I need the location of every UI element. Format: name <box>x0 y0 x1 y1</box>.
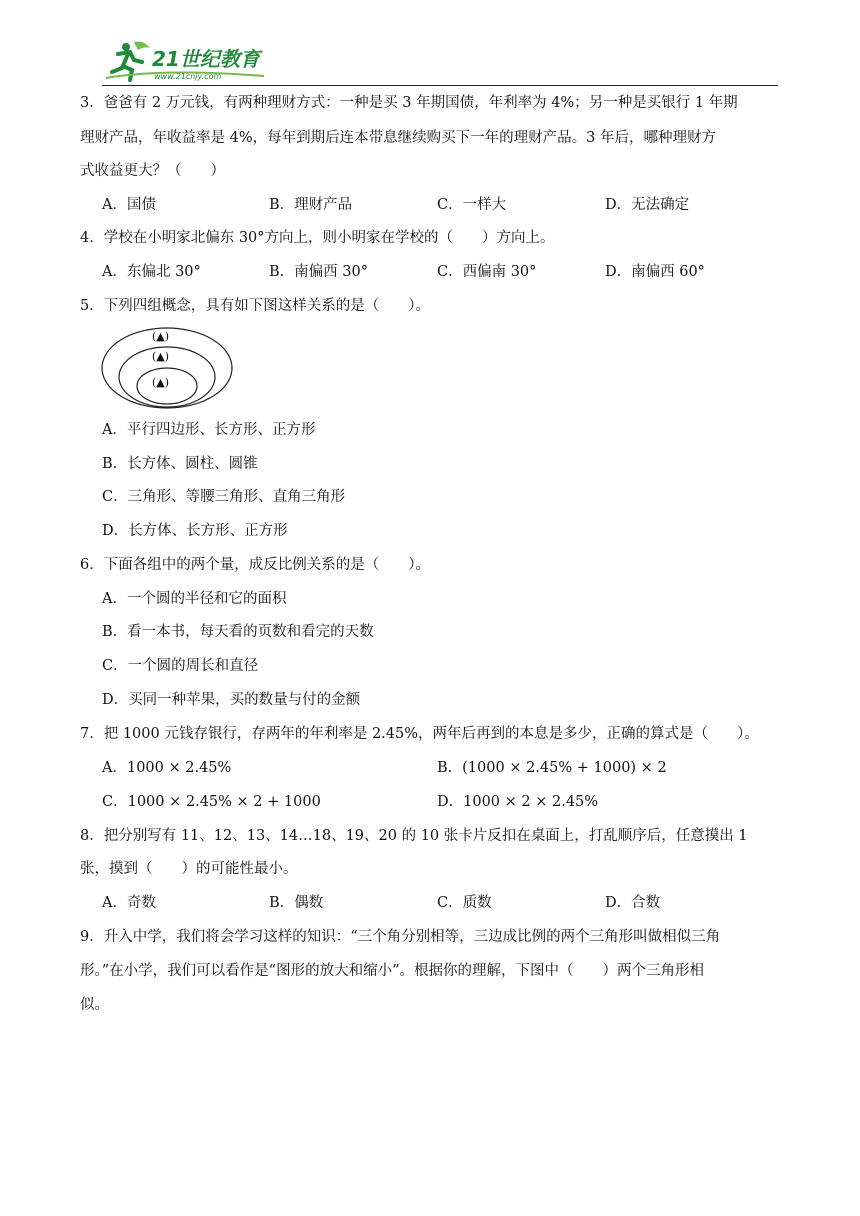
inner-ellipse-mark: (▲) <box>152 376 170 389</box>
question-8-line-2: 张，摸到（ ）的可能性最小。 <box>80 861 298 877</box>
question-6-line-1: 6．下面各组中的两个量，成反比例关系的是（ ）。 <box>80 557 430 573</box>
question-9-line-3: 似。 <box>80 997 109 1013</box>
outer-ellipse-mark: (▲) <box>152 330 170 343</box>
question-4-option-a[interactable]: A．东偏北 30° <box>102 264 201 280</box>
question-5-option-c[interactable]: C．三角形、等腰三角形、直角三角形 <box>102 489 346 505</box>
question-9-line-1: 9．升入中学，我们将会学习这样的知识：“三个角分别相等，三边成比例的两个三角形叫做相似三角 <box>80 929 721 945</box>
question-4-option-d[interactable]: D．南偏西 60° <box>605 264 705 280</box>
page-header <box>0 0 860 92</box>
question-5-line-1: 5．下列四组概念，具有如下图这样关系的是（ ）。 <box>80 298 430 314</box>
question-3-option-d[interactable]: D．无法确定 <box>605 197 690 213</box>
question-8-option-d[interactable]: D．合数 <box>605 895 661 911</box>
question-7-option-c[interactable]: C．1000 × 2.45% × 2 + 1000 <box>102 794 321 810</box>
svg-text:www.21cnjy.com: www.21cnjy.com <box>154 72 222 81</box>
header-rule <box>102 85 778 86</box>
question-8-option-a[interactable]: A．奇数 <box>102 895 156 911</box>
question-3-line-3: 式收益更大？（ ） <box>80 163 225 179</box>
question-7-option-b[interactable]: B．(1000 × 2.45% + 1000) × 2 <box>437 760 667 776</box>
question-9-line-2: 形。”在小学，我们可以看作是“图形的放大和缩小”。根据你的理解，下图中（ ）两个三角形相 <box>80 963 704 979</box>
question-6-option-a[interactable]: A．一个圆的半径和它的面积 <box>102 591 287 607</box>
question-7-line-1: 7．把 1000 元钱存银行，存两年的年利率是 2.45%，两年后再到的本息是多少，正确的算式是（ ）。 <box>80 726 759 742</box>
question-7-option-d[interactable]: D．1000 × 2 × 2.45% <box>437 794 599 810</box>
logo <box>104 38 274 84</box>
question-5-option-b[interactable]: B．长方体、圆柱、圆锥 <box>102 456 258 472</box>
question-7-option-a[interactable]: A．1000 × 2.45% <box>102 760 232 776</box>
question-3-option-b[interactable]: B．理财产品 <box>269 197 353 213</box>
nested-ellipse-figure <box>100 326 234 410</box>
middle-ellipse-mark: (▲) <box>152 350 170 363</box>
logo-graphic <box>104 38 274 84</box>
question-3-option-c[interactable]: C．一样大 <box>437 197 507 213</box>
question-6-option-d[interactable]: D．买同一种苹果，买的数量与付的金额 <box>102 692 361 708</box>
question-3-line-2: 理财产品，年收益率是 4%，每年到期后连本带息继续购买下一年的理财产品。3 年后，哪种理财方 <box>80 130 716 146</box>
question-6-option-b[interactable]: B．看一本书，每天看的页数和看完的天数 <box>102 624 374 640</box>
question-8-line-1: 8．把分别写有 11、12、13、14…18、19、20 的 10 张卡片反扣在桌面上，打乱顺序后，任意摸出 1 <box>80 828 748 844</box>
question-3-option-a[interactable]: A．国债 <box>102 197 156 213</box>
question-3-line-1: 3．爸爸有 2 万元钱，有两种理财方式：一种是买 3 年期国债，年利率为 4%；另一种是买银行 1 年期 <box>80 95 738 111</box>
question-8-option-c[interactable]: C．质数 <box>437 895 492 911</box>
question-6-option-c[interactable]: C．一个圆的周长和直径 <box>102 658 259 674</box>
question-5-option-a[interactable]: A．平行四边形、长方形、正方形 <box>102 422 316 438</box>
question-8-option-b[interactable]: B．偶数 <box>269 895 324 911</box>
svg-text:21世纪教育: 21世纪教育 <box>152 47 260 71</box>
question-4-option-c[interactable]: C．西偏南 30° <box>437 264 537 280</box>
question-4-option-b[interactable]: B．南偏西 30° <box>269 264 368 280</box>
question-5-option-d[interactable]: D．长方体、长方形、正方形 <box>102 523 288 539</box>
question-4-line-1: 4．学校在小明家北偏东 30°方向上，则小明家在学校的（ ）方向上。 <box>80 230 555 246</box>
